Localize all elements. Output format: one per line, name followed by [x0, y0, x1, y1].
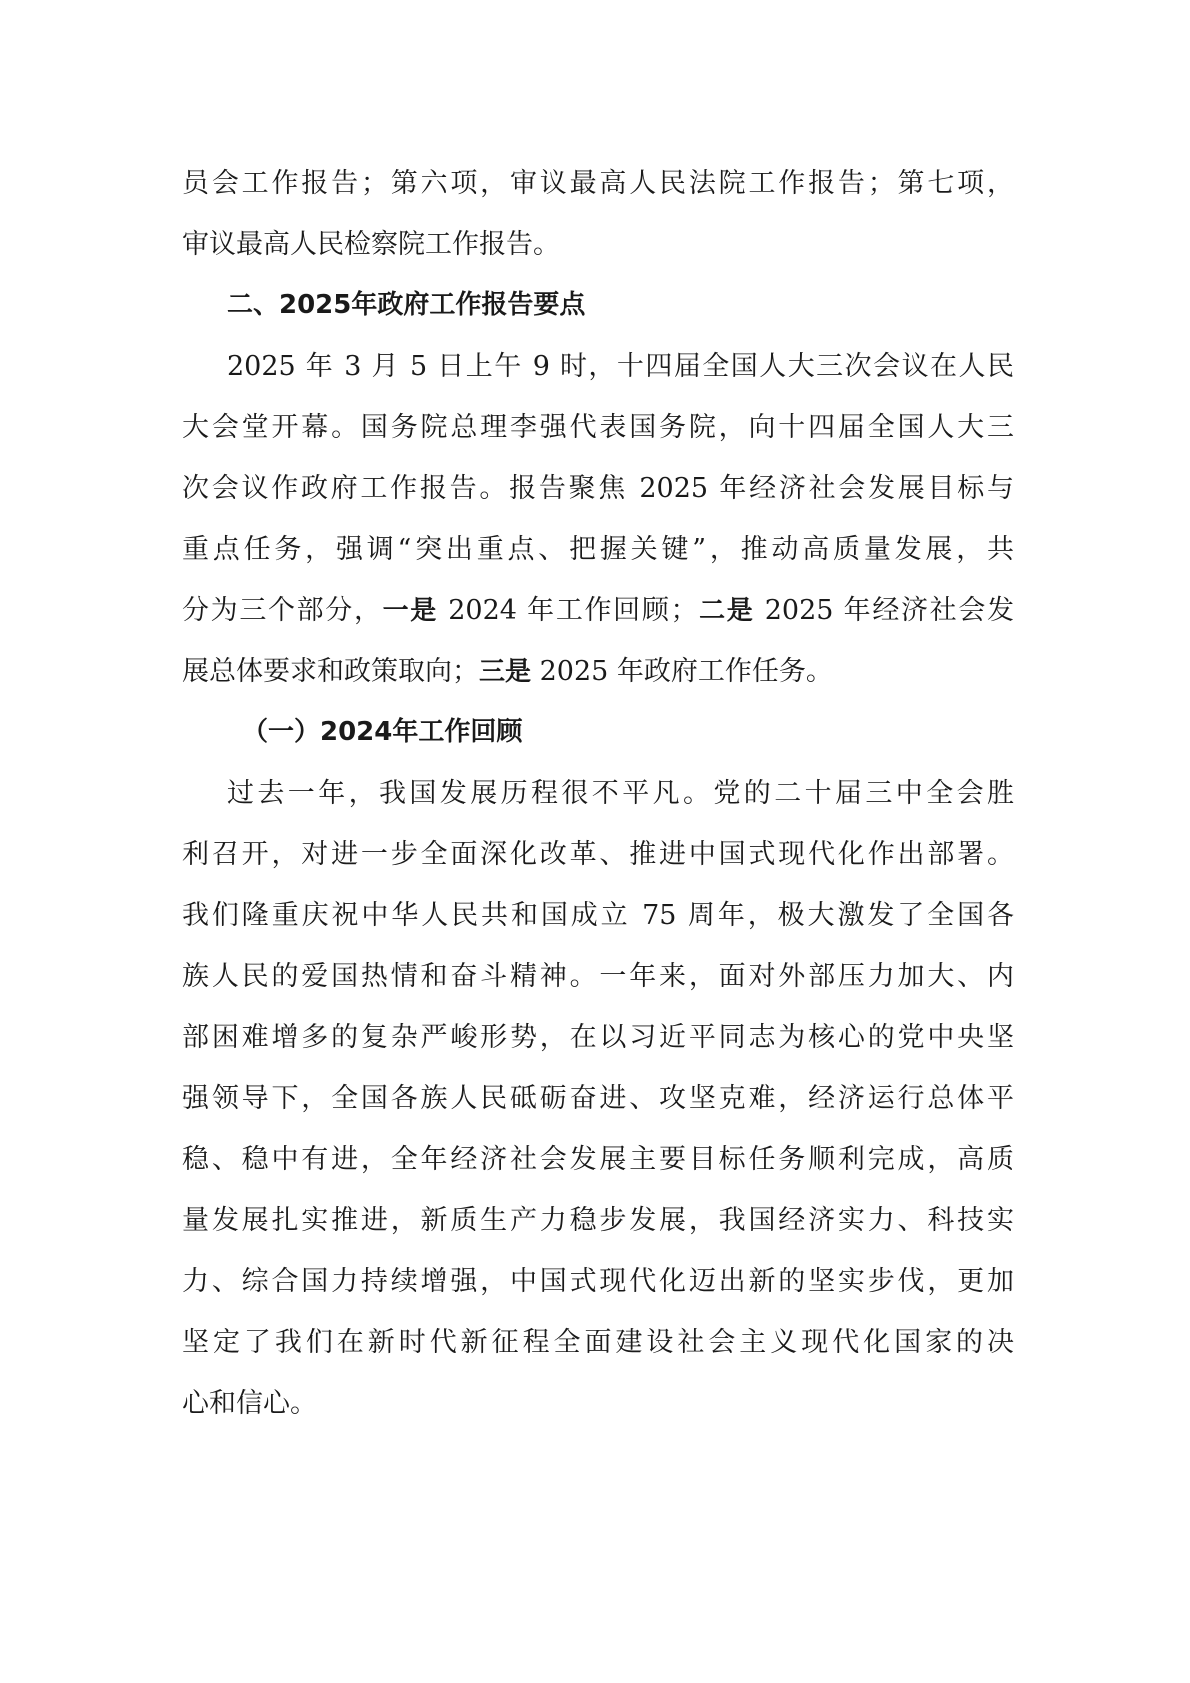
emphasis-text: 二是 [697, 596, 755, 626]
text-line: 强领导下，全国各族人民砥砺奋进、攻坚克难，经济运行总体平 [182, 1083, 1014, 1114]
text-line: 坚定了我们在新时代新征程全面建设社会主义现代化国家的决 [182, 1327, 1014, 1358]
text-fragment: 2025 年经济社会发 [754, 595, 1014, 626]
text-fragment: 展总体要求和政策取向； [182, 656, 479, 687]
text-line: 利召开，对进一步全面深化改革、推进中国式现代化作出部署。 [182, 839, 1014, 870]
text-line: 部困难增多的复杂严峻形势，在以习近平同志为核心的党中央坚 [182, 1022, 1014, 1053]
report-summary-paragraph [182, 336, 1014, 702]
text-line: 力、综合国力持续增强，中国式现代化迈出新的坚实步伐，更加 [182, 1266, 1014, 1297]
text-line: 稳、稳中有进，全年经济社会发展主要目标任务顺利完成，高质 [182, 1144, 1014, 1175]
text-line: 大会堂开幕。国务院总理李强代表国务院，向十四届全国人大三 [182, 412, 1014, 443]
text-line: 心和信心。 [182, 1388, 317, 1419]
subsection-heading: （一）2024年工作回顾 [242, 717, 523, 747]
text-line-mixed [182, 580, 1014, 641]
text-line: 重点任务，强调“突出重点、把握关键”，推动高质量发展，共 [182, 534, 1014, 565]
intro-paragraph [182, 153, 1014, 275]
text-fragment: 2025 年政府工作任务。 [531, 656, 833, 687]
text-fragment: 分为三个部分， [182, 595, 383, 626]
text-line: 2025 年 3 月 5 日上午 9 时，十四届全国人大三次会议在人民 [227, 351, 1014, 382]
text-fragment: 2024 年工作回顾； [437, 595, 698, 626]
text-line: 审议最高人民检察院工作报告。 [182, 229, 560, 260]
text-line-mixed [182, 641, 1014, 702]
text-line: 族人民的爱国热情和奋斗精神。一年来，面对外部压力加大、内 [182, 961, 1014, 992]
text-line: 过去一年，我国发展历程很不平凡。党的二十届三中全会胜 [227, 778, 1014, 809]
text-line: 量发展扎实推进，新质生产力稳步发展，我国经济实力、科技实 [182, 1205, 1014, 1236]
emphasis-text: 一是 [382, 596, 438, 626]
text-line: 员会工作报告；第六项，审议最高人民法院工作报告；第七项， [182, 168, 1014, 199]
document-body [182, 153, 1014, 1434]
emphasis-text: 三是 [479, 657, 532, 687]
text-line: 次会议作政府工作报告。报告聚焦 2025 年经济社会发展目标与 [182, 473, 1014, 504]
text-line: 我们隆重庆祝中华人民共和国成立 75 周年，极大激发了全国各 [182, 900, 1014, 931]
section-heading: 二、2025年政府工作报告要点 [227, 290, 586, 320]
work-review-paragraph [182, 763, 1014, 1434]
